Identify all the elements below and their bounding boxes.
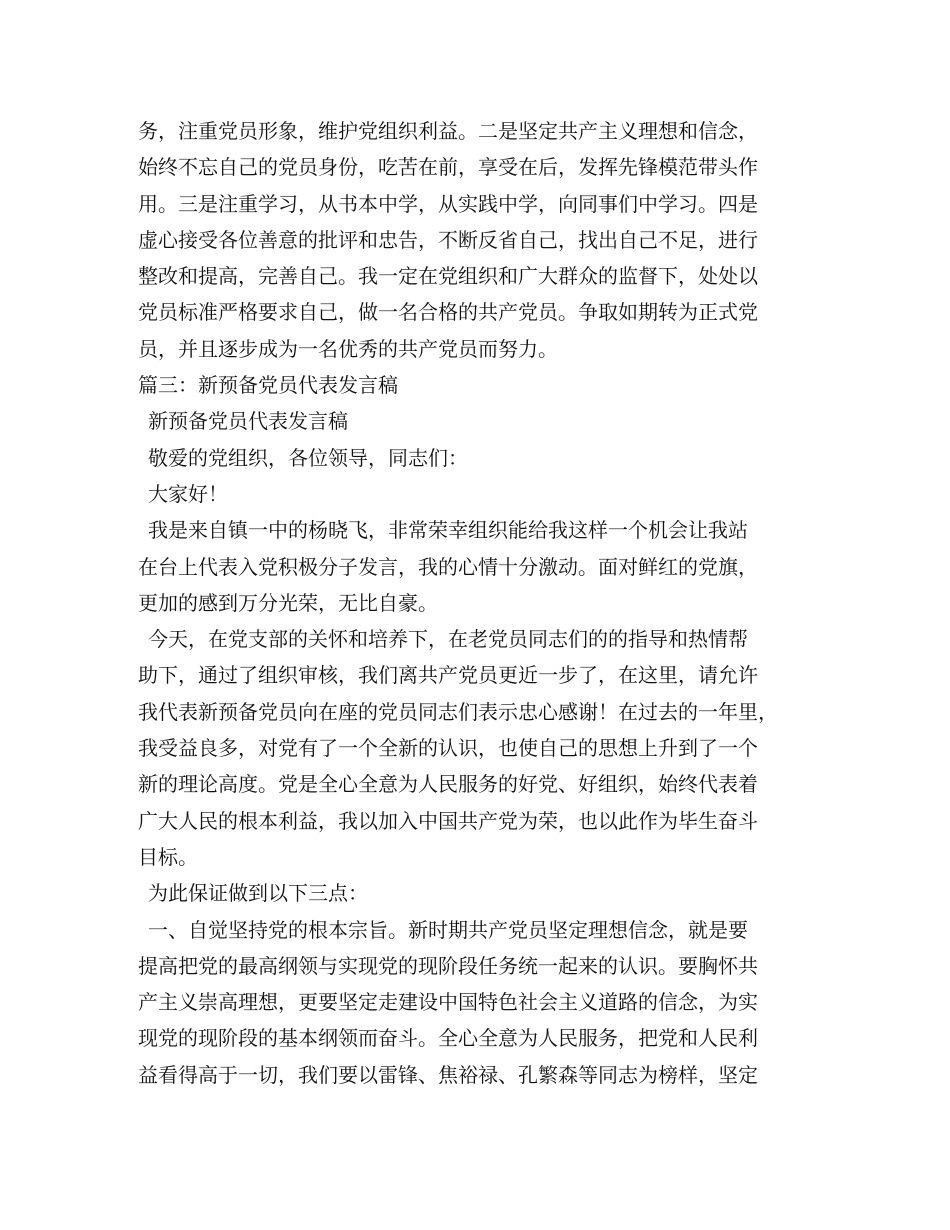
text-line: 务，注重党员形象，维护党组织利益。二是坚定共产主义理想和信念， [138, 119, 758, 143]
text-line: 为此保证做到以下三点： [148, 881, 368, 906]
text-line: 党员标准严格要求自己，做一名合格的共产党员。争取如期转为正式党 [138, 300, 758, 325]
text-line: 我受益良多，对党有了一个全新的认识，也使自己的思想上升到了一个 [138, 736, 758, 761]
salutation: 敬爱的党组织，各位领导，同志们： [148, 445, 468, 470]
text-line: 一、自觉坚持党的根本宗旨。新时期共产党员坚定理想信念，就是要 [148, 917, 748, 942]
text-line: 新的理论高度。党是全心全意为人民服务的好党、好组织，始终代表着 [138, 772, 758, 797]
text-line: 益看得高于一切，我们要以雷锋、焦裕禄、孔繁森等同志为榜样，坚定 [138, 1062, 758, 1087]
text-line: 助下，通过了组织审核，我们离共产党员更近一步了，在这里，请允许 [138, 663, 758, 688]
text-line: 在台上代表入党积极分子发言，我的心情十分激动。面对鲜红的党旗， [138, 554, 758, 579]
text-line: 提高把党的最高纲领与实现党的现阶段任务统一起来的认识。要胸怀共 [138, 953, 758, 978]
text-line: 现党的现阶段的基本纲领而奋斗。全心全意为人民服务，把党和人民利 [138, 1026, 758, 1051]
speech-title: 新预备党员代表发言稿 [148, 409, 348, 434]
text-line: 今天，在党支部的关怀和培养下，在老党员同志们的的指导和热情帮 [148, 627, 748, 652]
text-line: 我代表新预备党员向在座的党员同志们表示忠心感谢！在过去的一年里， [138, 699, 778, 724]
section-heading: 篇三：新预备党员代表发言稿 [138, 373, 398, 398]
text-line: 员，并且逐步成为一名优秀的共产党员而努力。 [138, 336, 558, 361]
text-line: 目标。 [138, 844, 198, 869]
text-line: 始终不忘自己的党员身份，吃苦在前，享受在后，发挥先锋模范带头作 [138, 155, 758, 180]
text-line: 虚心接受各位善意的批评和忠告，不断反省自己，找出自己不足，进行 [138, 227, 758, 252]
document-page [138, 113, 838, 1093]
text-line: 广大人民的根本利益，我以加入中国共产党为荣，也以此作为毕生奋斗 [138, 808, 758, 833]
text-line: 用。三是注重学习，从书本中学，从实践中学，向同事们中学习。四是 [138, 191, 758, 216]
text-line: 整改和提高，完善自己。我一定在党组织和广大群众的监督下，处处以 [138, 264, 758, 289]
text-line: 产主义崇高理想，更要坚定走建设中国特色社会主义道路的信念，为实 [138, 990, 758, 1015]
greeting: 大家好！ [148, 481, 228, 506]
text-line: 更加的感到万分光荣，无比自豪。 [138, 590, 438, 615]
text-line: 我是来自镇一中的杨晓飞，非常荣幸组织能给我这样一个机会让我站 [148, 518, 748, 543]
